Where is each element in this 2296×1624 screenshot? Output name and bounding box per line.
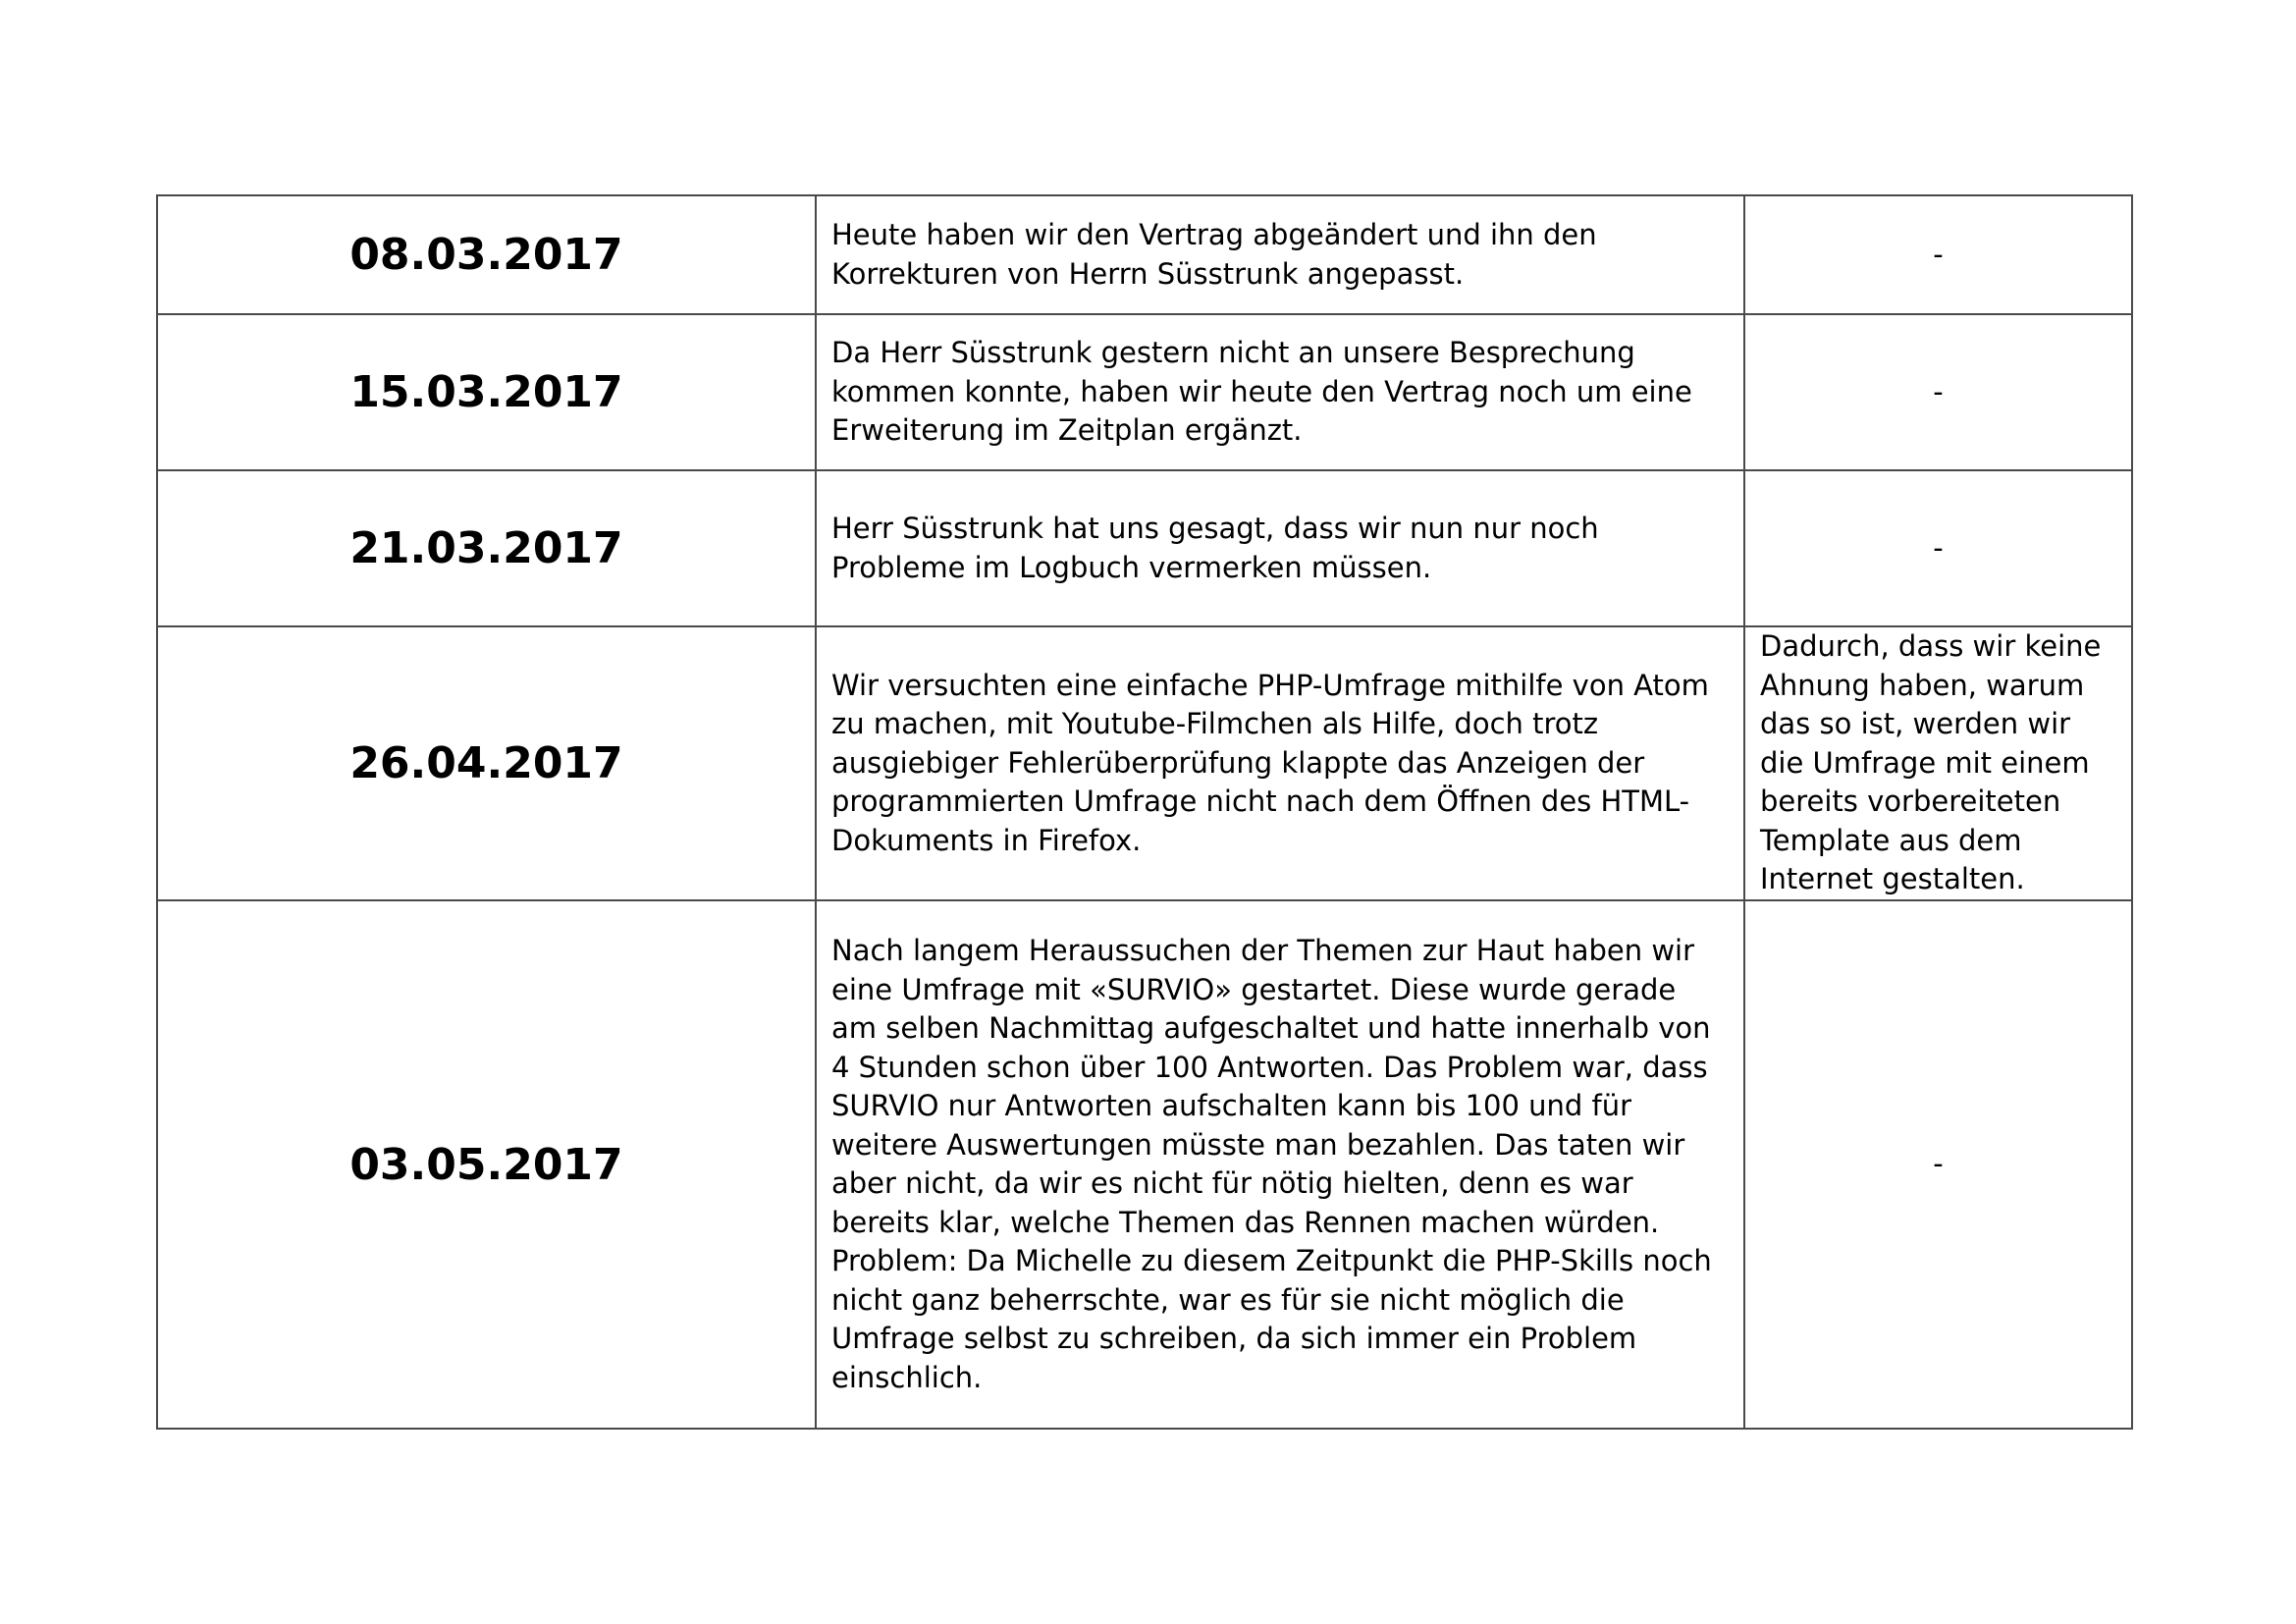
entry-date: 15.03.2017 <box>157 314 816 470</box>
table-row <box>157 195 2132 314</box>
entry-date: 21.03.2017 <box>157 470 816 626</box>
entry-description <box>816 626 1744 900</box>
entry-description <box>816 195 1744 314</box>
table-row <box>157 470 2132 626</box>
entry-note: - <box>1744 470 2132 626</box>
table-row <box>157 626 2132 900</box>
entry-note: - <box>1744 900 2132 1429</box>
entry-paragraph: Da Herr Süsstrunk gestern nicht an unsere Besprechung kommen konnte, haben wir heute den Vertrag noch um eine Erweiterung im Zeitplan ergänzt. <box>831 336 1702 448</box>
entry-description <box>816 314 1744 470</box>
entry-date: 26.04.2017 <box>157 626 816 900</box>
entry-note: - <box>1744 314 2132 470</box>
table-row <box>157 314 2132 470</box>
entry-date: 08.03.2017 <box>157 195 816 314</box>
table-row <box>157 900 2132 1429</box>
entry-paragraph: Herr Süsstrunk hat uns gesagt, dass wir nun nur noch Probleme im Logbuch vermerken müssen. <box>831 512 1608 584</box>
entry-note: - <box>1744 195 2132 314</box>
entry-paragraph: Heute haben wir den Vertrag abgeändert und ihn den Korrekturen von Herrn Süsstrunk angepasst. <box>831 218 1606 291</box>
entry-paragraph: Problem: Da Michelle zu diesem Zeitpunkt die PHP-Skills noch nicht ganz beherrschte, war es für sie nicht möglich die Umfrage selbst zu schreiben, da sich immer ein Problem einschlich. <box>831 1244 1722 1394</box>
entry-paragraph: Nach langem Heraussuchen der Themen zur Haut haben wir eine Umfrage mit «SURVIO» gestartet. Diese wurde gerade am selben Nachmittag aufgeschaltet und hatte innerhalb von 4 Stunden schon über 100 Antworten. Das Problem war, dass SURVIO nur Antworten aufschalten kann bis 100 und für weitere Auswertungen müsste man bezahlen. Das taten wir aber nicht, da wir es nicht für nötig hielten, denn es war bereits klar, welche Themen das Rennen machen würden. <box>831 934 1720 1239</box>
entry-note: Dadurch, dass wir keine Ahnung haben, warum das so ist, werden wir die Umfrage mit einem bereits vorbereiteten Template aus dem Internet gestalten. <box>1744 626 2132 900</box>
entry-date: 03.05.2017 <box>157 900 816 1429</box>
entry-paragraph: Wir versuchten eine einfache PHP-Umfrage mithilfe von Atom zu machen, mit Youtube-Filmchen als Hilfe, doch trotz ausgiebiger Fehlerüberprüfung klappte das Anzeigen der programmierten Umfrage nicht nach dem Öffnen des HTML-Dokuments in Firefox. <box>831 668 1719 857</box>
entry-description <box>816 900 1744 1429</box>
entry-description <box>816 470 1744 626</box>
logbook-table <box>156 194 2133 1430</box>
